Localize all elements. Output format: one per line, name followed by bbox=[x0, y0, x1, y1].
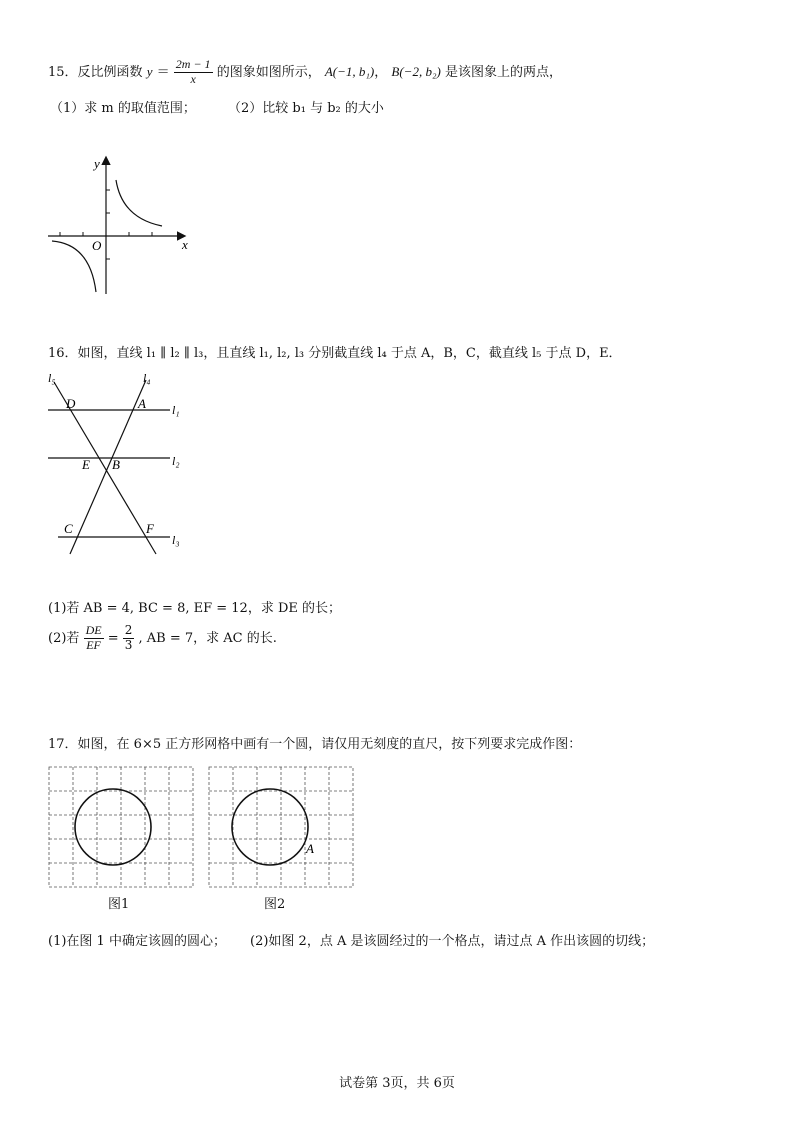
q17-part2: (2)如图 2，点 A 是该圆经过的一个格点，请过点 A 作出该圆的切线； bbox=[250, 934, 655, 949]
q15-part2: （2）比较 b₁ 与 b₂ 的大小 bbox=[228, 101, 384, 116]
label-l3: l₃ bbox=[172, 533, 180, 547]
label-l4: l₄ bbox=[143, 371, 151, 385]
point-f-label: F bbox=[146, 521, 154, 536]
grid-1 bbox=[49, 767, 193, 887]
q16-stem: 16．如图，直线 l₁ ∥ l₂ ∥ l₃，且直线 l₁, l₂, l₃ 分别截直线 l₄ 于点 A，B，C，截直线 l₅ 于点 D，E． bbox=[48, 346, 622, 361]
q15-text-c: 是该图象上的两点， bbox=[444, 64, 562, 80]
point-c-label: C bbox=[64, 521, 73, 536]
q17-fig1-caption: 图1 bbox=[108, 897, 130, 912]
q16-value-fraction bbox=[123, 624, 135, 653]
hyperbola-branch-q3 bbox=[52, 241, 96, 292]
q16-value-den: 3 bbox=[124, 637, 133, 652]
q15-point-a: A(−1, b₁) bbox=[324, 63, 375, 79]
x-axis-label: x bbox=[182, 237, 188, 252]
point-d-label: D bbox=[66, 396, 76, 411]
q16-ratio-den: EF bbox=[86, 637, 101, 652]
hyperbola-branch-q1 bbox=[116, 180, 162, 226]
label-l2: l₂ bbox=[172, 454, 180, 468]
q15-frac-den: x bbox=[190, 71, 196, 86]
q17-figure2 bbox=[208, 766, 358, 892]
point-e-label: E bbox=[82, 457, 90, 472]
q16-part2 bbox=[48, 624, 277, 653]
point-b-label: B bbox=[112, 457, 120, 472]
circle-2 bbox=[232, 789, 308, 865]
q16-ratio-fraction bbox=[84, 624, 104, 653]
q16-ratio-num: DE bbox=[85, 623, 102, 637]
q15-separator: ， bbox=[374, 64, 388, 80]
origin-label: O bbox=[92, 238, 102, 253]
point-a-label: A bbox=[306, 841, 314, 856]
q17-stem: 17．如图，在 6×5 正方形网格中画有一个圆，请仅用无刻度的直尺，按下列要求完成作图： bbox=[48, 737, 582, 752]
q15-stem bbox=[48, 58, 562, 87]
q15-text-a: 反比例函数 bbox=[77, 64, 143, 80]
q16-value-num: 2 bbox=[124, 623, 133, 637]
q16-part1: (1)若 AB = 4, BC = 8, EF = 12，求 DE 的长； bbox=[48, 601, 342, 616]
q17-fig2-caption: 图2 bbox=[264, 897, 286, 912]
label-l1: l₁ bbox=[172, 403, 180, 417]
q15-fraction bbox=[174, 58, 213, 87]
q15-text-b: 的图象如图所示， bbox=[216, 64, 321, 80]
q16-part2-post: , AB = 7，求 AC 的长. bbox=[138, 630, 277, 646]
q15-graph bbox=[44, 152, 194, 298]
grid-2 bbox=[209, 767, 353, 887]
q17-figure1 bbox=[48, 766, 198, 892]
q16-equals: = bbox=[107, 630, 119, 646]
circle-1 bbox=[75, 789, 151, 865]
page-footer: 试卷第 3页，共 6页 bbox=[339, 1076, 455, 1091]
q15-frac-num: 2m − 1 bbox=[175, 57, 211, 71]
q16-figure bbox=[40, 368, 200, 558]
q15-point-b: B(−2, b₂) bbox=[391, 63, 441, 79]
label-l5: l₅ bbox=[48, 371, 56, 385]
q15-equals: ＝ bbox=[156, 64, 170, 80]
q17-part1: (1)在图 1 中确定该圆的圆心； bbox=[48, 934, 226, 949]
point-a-label: A bbox=[138, 396, 146, 411]
y-axis-label: y bbox=[94, 156, 100, 171]
q15-number: 15． bbox=[48, 64, 78, 80]
q15-part1: （1）求 m 的取值范围； bbox=[50, 101, 196, 116]
q15-y-var: y bbox=[146, 63, 153, 79]
q16-part2-pre: (2)若 bbox=[48, 630, 80, 646]
